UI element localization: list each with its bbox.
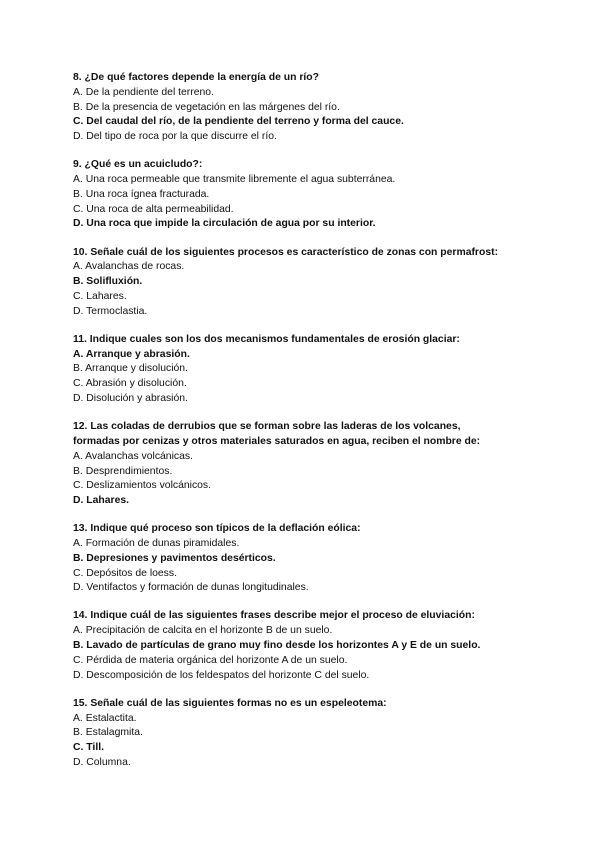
question-block <box>73 522 553 596</box>
question-stem: 11. Indique cuales son los dos mecanismos fundamentales de erosión glaciar: <box>73 333 460 345</box>
question-stem: 8. ¿De qué factores depende la energía de un río? <box>73 72 319 83</box>
answer-option-correct: A. Arranque y abrasión. <box>73 348 190 360</box>
answer-option: A. Estalactita. <box>73 712 137 724</box>
question-block <box>73 71 553 145</box>
question-stem: 9. ¿Qué es un acuicludo?: <box>73 159 203 171</box>
answer-option: A. De la pendiente del terreno. <box>73 86 214 98</box>
answer-option: A. Precipitación de calcita en el horizonte B de un suelo. <box>73 625 333 637</box>
answer-option-correct: C. Del caudal del río, de la pendiente del terreno y forma del cauce. <box>73 116 404 128</box>
question-block <box>73 420 553 509</box>
question-stem: 15. Señale cuál de las siguientes formas no es un espeleotema: <box>73 697 387 709</box>
answer-option: C. Pérdida de materia orgánica del horizonte A de un suelo. <box>73 654 348 666</box>
question-block <box>73 246 553 320</box>
document-page <box>73 71 553 784</box>
answer-option: A. Una roca permeable que transmite libremente el agua subterránea. <box>73 174 396 186</box>
question-block <box>73 158 553 232</box>
question-stem: 10. Señale cuál de los siguientes procesos es característico de zonas con permafrost: <box>73 246 499 258</box>
answer-option: D. Columna. <box>73 756 131 768</box>
answer-option-correct: C. Till. <box>73 742 104 754</box>
question-stem: 14. Indique cuál de las siguientes frases describe mejor el proceso de eluviación: <box>73 610 475 622</box>
answer-option: C. Abrasión y disolución. <box>73 378 187 390</box>
answer-option: A. Avalanchas de rocas. <box>73 261 185 273</box>
answer-option: D. Descomposición de los feldespatos del horizonte C del suelo. <box>73 669 370 681</box>
question-block <box>73 333 553 407</box>
answer-option-correct: D. Una roca que impide la circulación de agua por su interior. <box>73 218 376 230</box>
question-stem: 12. Las coladas de derrubios que se forman sobre las laderas de los volcanes, <box>73 421 461 433</box>
answer-option: B. Una roca ígnea fracturada. <box>73 188 210 200</box>
answer-option: C. Depósitos de loess. <box>73 567 177 579</box>
answer-option: C. Deslizamientos volcánicos. <box>73 480 212 492</box>
answer-option: A. Avalanchas volcánicas. <box>73 450 193 462</box>
answer-option-correct: D. Lahares. <box>73 495 130 507</box>
answer-option: D. Disolución y abrasión. <box>73 393 188 405</box>
answer-option-correct: B. Depresiones y pavimentos desérticos. <box>73 552 276 564</box>
answer-option-correct: B. Solifluxión. <box>73 276 143 288</box>
answer-option: B. Arranque y disolución. <box>73 363 188 375</box>
answer-option-correct: B. Lavado de partículas de grano muy fino desde los horizontes A y E de un suelo. <box>73 640 481 652</box>
question-stem: formadas por cenizas y otros materiales saturados en agua, reciben el nombre de: <box>73 435 481 447</box>
answer-option: D. Termoclastia. <box>73 305 148 317</box>
question-stem: 13. Indique qué proceso son típicos de la deflación eólica: <box>73 523 361 535</box>
answer-option: D. Del tipo de roca por la que discurre el río. <box>73 131 277 143</box>
question-block <box>73 697 553 771</box>
answer-option: C. Una roca de alta permeabilidad. <box>73 203 234 215</box>
answer-option: B. Estalagmita. <box>73 727 143 739</box>
answer-option: A. Formación de dunas piramidales. <box>73 538 240 549</box>
answer-option: C. Lahares. <box>73 290 127 302</box>
answer-option: B. Desprendimientos. <box>73 465 173 477</box>
question-block <box>73 609 553 683</box>
answer-option: D. Ventifactos y formación de dunas longitudinales. <box>73 582 309 594</box>
answer-option: B. De la presencia de vegetación en las márgenes del río. <box>73 101 340 113</box>
